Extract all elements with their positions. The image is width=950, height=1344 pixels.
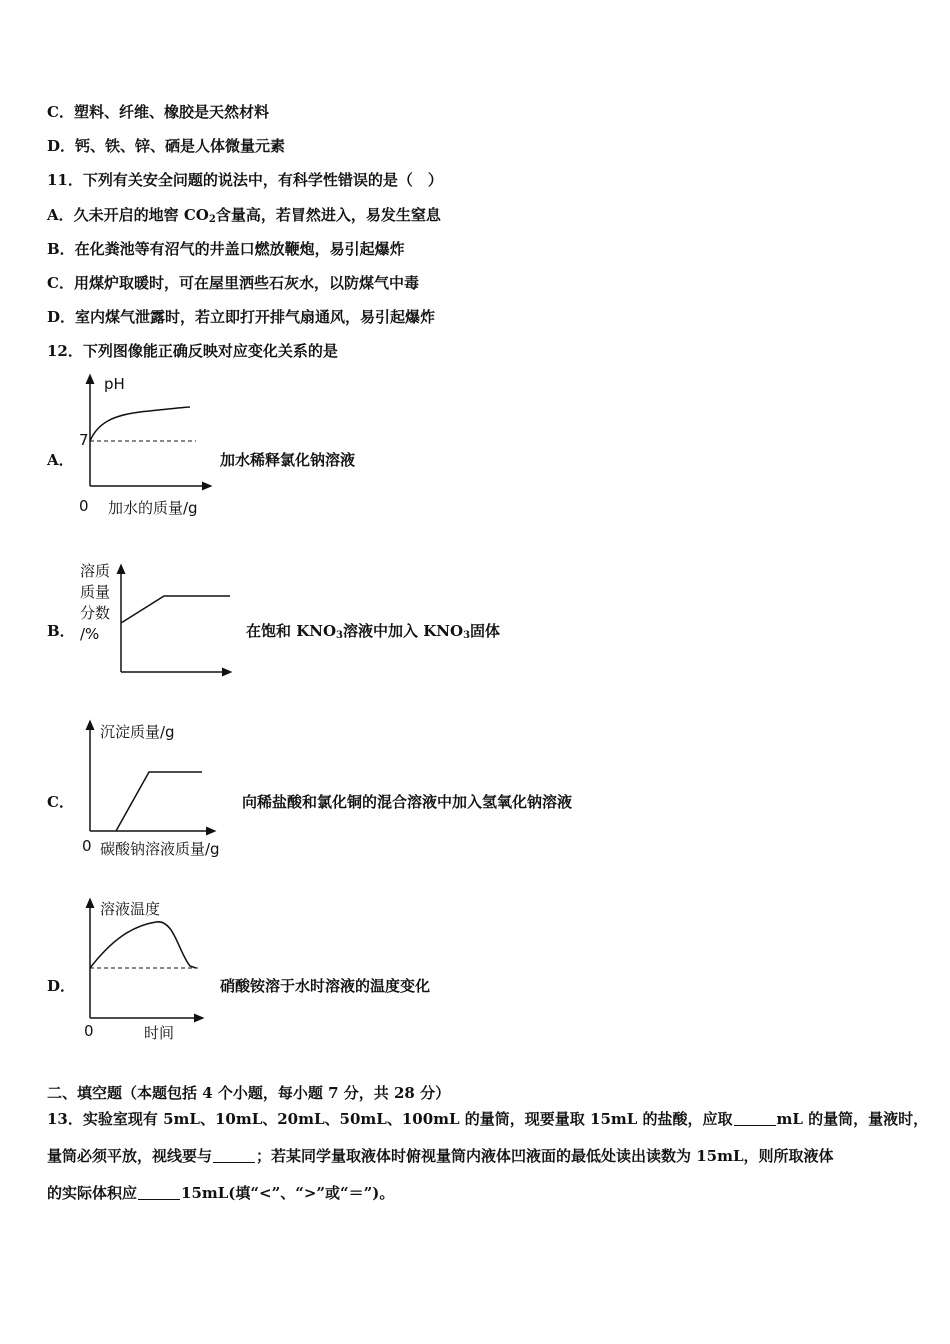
graph-a (70, 370, 220, 520)
answer-blank-1[interactable] (734, 1111, 776, 1126)
origin-label: 0 (82, 837, 92, 855)
x-axis-label: 碳酸钠溶液质量/g (100, 840, 220, 858)
option-b-text-start: 在饱和 KNO (246, 622, 337, 640)
graph-b (76, 560, 236, 680)
graph-c (76, 718, 246, 863)
question-12-stem: 12．下列图像能正确反映对应变化关系的是 (47, 342, 338, 360)
temperature-curve (90, 922, 196, 968)
origin-label: 0 (79, 497, 89, 515)
y-axis-label: 溶液温度 (100, 900, 161, 918)
question-13-line-1 (47, 1109, 928, 1129)
question-12-option-b-label: B． (47, 622, 75, 640)
question-11-option-d: D．室内煤气泄露时，若立即打开排气扇通风，易引起爆炸 (47, 308, 436, 326)
subscript: 2 (208, 214, 216, 225)
y-axis-label-line-2: 质量 (80, 583, 111, 601)
question-11-option-a (47, 205, 441, 230)
question-11-option-b: B．在化粪池等有沼气的井盖口燃放鞭炮，易引起爆炸 (47, 240, 405, 258)
question-11-option-c: C．用煤炉取暖时，可在屋里洒些石灰水，以防煤气中毒 (47, 274, 419, 292)
option-b-text-mid: 溶液中加入 KNO (343, 622, 464, 640)
question-12-option-d-label: D． (47, 977, 76, 995)
question-10-option-c: C．塑料、纤维、橡胶是天然材料 (47, 103, 269, 121)
q13-text: 15mL(填“<”、“>”或“＝”)。 (181, 1184, 395, 1202)
mass-fraction-line (121, 596, 230, 623)
question-12-option-b-text (246, 621, 500, 646)
question-12-option-d-text: 硝酸铵溶于水时溶液的温度变化 (220, 977, 431, 995)
question-13-line-2 (47, 1146, 834, 1166)
y-axis-label-line-4: /% (80, 625, 100, 643)
question-12-option-c-text: 向稀盐酸和氯化铜的混合溶液中加入氢氧化钠溶液 (242, 793, 573, 811)
question-11-stem: 11．下列有关安全问题的说法中，有科学性错误的是（ ） (47, 171, 443, 189)
x-axis-label: 加水的质量/g (108, 499, 198, 517)
option-b-text-end: 固体 (470, 622, 501, 640)
option-a-text-end: 含量高，若冒然进入，易发生窒息 (215, 206, 441, 224)
answer-blank-2[interactable] (213, 1148, 255, 1163)
precipitate-line (116, 772, 202, 831)
subscript: 3 (463, 630, 471, 641)
option-a-text: A．久未开启的地窖 CO (47, 206, 209, 224)
question-12-option-a-text: 加水稀释氯化钠溶液 (220, 451, 356, 469)
graph-d (76, 896, 226, 1046)
q13-text: mL 的量筒，量液时， (776, 1110, 929, 1128)
question-12-option-a-label: A． (47, 451, 74, 469)
answer-blank-3[interactable] (138, 1185, 180, 1200)
subscript: 3 (336, 630, 344, 641)
q13-text: 13．实验室现有 5mL、10mL、20mL、50mL、100mL 的量筒，现要量取 15mL 的盐酸，应取 (47, 1110, 733, 1128)
q13-text: ；若某同学量取液体时俯视量筒内液体凹液面的最低处读出读数为 15mL，则所取液体 (256, 1147, 834, 1165)
section-title: 二、填空题（本题包括 4 个小题，每小题 7 分，共 28 分） (47, 1084, 451, 1102)
y-axis-label-line-3: 分数 (80, 604, 111, 622)
y-axis-label: 沉淀质量/g (100, 723, 175, 741)
q13-text: 量筒必须平放，视线要与 (47, 1147, 213, 1165)
question-12-option-c-label: C． (47, 793, 74, 811)
question-13-line-3 (47, 1183, 394, 1203)
question-10-option-d: D．钙、铁、锌、硒是人体微量元素 (47, 137, 286, 155)
y-axis-label-line-1: 溶质 (80, 562, 111, 580)
q13-text: 的实际体积应 (47, 1184, 138, 1202)
y-axis-label: pH (104, 375, 125, 393)
ph-curve (90, 407, 190, 441)
origin-label: 0 (84, 1022, 94, 1040)
x-axis-label: 时间 (144, 1024, 175, 1042)
y-tick-7: 7 (79, 431, 89, 449)
